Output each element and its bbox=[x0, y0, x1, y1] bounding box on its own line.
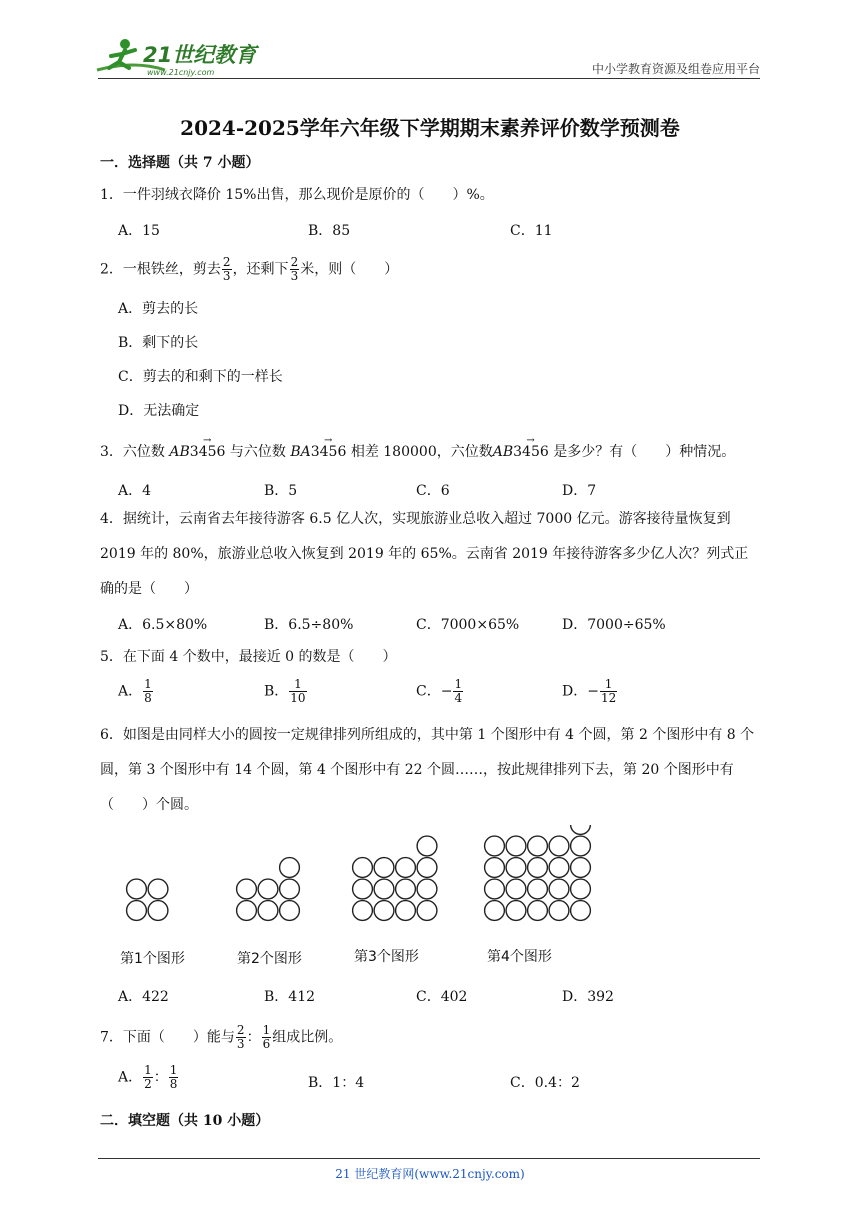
page-title: 2024-2025学年六年级下学期期末素养评价数学预测卷 bbox=[180, 116, 680, 140]
pattern-circle bbox=[353, 901, 373, 921]
q2-option-a[interactable]: A．剪去的长 bbox=[118, 301, 199, 317]
q2-text-mid: ，还剩下 bbox=[232, 261, 289, 278]
footer-divider bbox=[98, 1158, 760, 1159]
pattern-circle bbox=[506, 858, 526, 878]
q2-option-d[interactable]: D．无法确定 bbox=[118, 403, 200, 419]
question-5: 5．在下面 4 个数中，最接近 0 的数是（ ） bbox=[100, 649, 397, 665]
q4-option-d[interactable]: D．7000÷65% bbox=[562, 617, 666, 633]
q5-option-b[interactable]: B． $\frac{1}{10}$ bbox=[264, 677, 306, 705]
q7-fraction-2: $\frac{1}{6}$ bbox=[262, 1023, 271, 1051]
q7-option-a[interactable]: A． $\frac{1}{2}$ ： $\frac{1}{8}$ bbox=[118, 1063, 178, 1091]
q3-text-1: 3．六位数 bbox=[100, 444, 165, 460]
pattern-circle bbox=[374, 879, 394, 899]
q1-option-a[interactable]: A．15 bbox=[118, 223, 160, 239]
question-7 bbox=[100, 1024, 342, 1051]
q7-fraction-1: $\frac{2}{3}$ bbox=[236, 1023, 245, 1051]
pattern-circle bbox=[353, 858, 373, 878]
pattern-circle bbox=[506, 879, 526, 899]
pattern-circle bbox=[571, 858, 591, 878]
question-4: 4．据统计，云南省去年接待游客 6.5 亿人次，实现旅游业总收入超过 7000 亿元。游客接待量恢复到 2019 年的 80%，旅游业总收入恢复到 2019 年的 65%。云南省 2019 年接待游客多少亿人次？列式正确的是（ ） bbox=[100, 511, 749, 597]
pattern-circle bbox=[485, 879, 505, 899]
q7-option-c[interactable]: C．0.4：2 bbox=[510, 1075, 580, 1091]
q7-option-b[interactable]: B．1：4 bbox=[308, 1075, 365, 1091]
q2-option-c[interactable]: C．剪去的和剩下的一样长 bbox=[118, 369, 283, 385]
pattern-circle bbox=[571, 825, 591, 834]
q6-option-b[interactable]: B．412 bbox=[264, 989, 316, 1005]
q3-text-4: 是多少？有（ ）种情况。 bbox=[553, 444, 736, 460]
pattern-circle bbox=[237, 901, 257, 921]
q1-option-b[interactable]: B．85 bbox=[308, 223, 351, 239]
header-divider bbox=[98, 78, 760, 79]
pattern-circle bbox=[485, 858, 505, 878]
logo-text: 21世纪教育 bbox=[143, 43, 257, 67]
q5-option-a[interactable]: A． $\frac{1}{8}$ bbox=[118, 677, 152, 705]
pattern-circle bbox=[374, 901, 394, 921]
pattern-circle bbox=[148, 901, 168, 921]
pattern-circle bbox=[571, 879, 591, 899]
pattern-circle bbox=[148, 879, 168, 899]
q2-text-pre: 2．一根铁丝，剪去 bbox=[100, 261, 221, 278]
q5-option-d[interactable]: D．− $\frac{1}{12}$ bbox=[562, 677, 617, 705]
question-2 bbox=[100, 256, 398, 283]
q3-option-d[interactable]: D．7 bbox=[562, 483, 597, 499]
site-logo bbox=[95, 36, 265, 78]
q2-fraction-2: $\frac{2}{3}$ bbox=[290, 255, 299, 283]
logo-url: www.21cnjy.com bbox=[147, 68, 215, 77]
figure-label-4: 第4个图形 bbox=[487, 949, 552, 965]
pattern-circle bbox=[528, 879, 548, 899]
q4-option-c[interactable]: C．7000×65% bbox=[416, 617, 520, 633]
pattern-circle bbox=[549, 858, 569, 878]
pattern-circle bbox=[506, 836, 526, 856]
pattern-circle bbox=[528, 858, 548, 878]
pattern-circle bbox=[396, 901, 416, 921]
q6-option-d[interactable]: D．392 bbox=[562, 989, 614, 1005]
pattern-circle bbox=[549, 836, 569, 856]
pattern-circle bbox=[353, 879, 373, 899]
q4-option-b[interactable]: B．6.5÷80% bbox=[264, 617, 354, 633]
pattern-circle bbox=[528, 836, 548, 856]
pattern-circle bbox=[528, 901, 548, 921]
q4-option-a[interactable]: A．6.5×80% bbox=[118, 617, 208, 633]
pattern-circle bbox=[549, 901, 569, 921]
pattern-circle bbox=[485, 836, 505, 856]
q6-option-c[interactable]: C．402 bbox=[416, 989, 468, 1005]
pattern-circle bbox=[258, 901, 278, 921]
q3-option-b[interactable]: B．5 bbox=[264, 483, 298, 499]
figure-label-3: 第3个图形 bbox=[354, 949, 419, 965]
q2-fraction-1: $\frac{2}{3}$ bbox=[222, 255, 231, 283]
q3-option-a[interactable]: A．4 bbox=[118, 483, 152, 499]
section-heading-2: 二．填空题（共 10 小题） bbox=[100, 1113, 270, 1129]
q2-text-post: 米，则（ ） bbox=[300, 261, 399, 278]
section-heading-1: 一．选择题（共 7 小题） bbox=[100, 155, 260, 171]
q5-option-c[interactable]: C．− $\frac{1}{4}$ bbox=[416, 677, 463, 705]
pattern-circle bbox=[280, 901, 300, 921]
figure-label-2: 第2个图形 bbox=[237, 951, 302, 967]
question-3 bbox=[100, 442, 735, 462]
question-6: 6．如图是由同样大小的圆按一定规律排列所组成的，其中第 1 个图形中有 4 个圆，第 2 个图形中有 8 个圆，第 3 个图形中有 14 个圆，第 4 个图形中有 22 个圆……，按此规律排列下去，第 20 个图形中有（ ）个圆。 bbox=[100, 727, 755, 813]
figure-label-1: 第1个图形 bbox=[120, 951, 185, 967]
q1-option-c[interactable]: C．11 bbox=[510, 223, 553, 239]
pattern-circle bbox=[396, 879, 416, 899]
pattern-circle bbox=[374, 858, 394, 878]
q3-text-2: 与六位数 bbox=[229, 444, 286, 460]
pattern-circle bbox=[127, 879, 147, 899]
q3-option-c[interactable]: C．6 bbox=[416, 483, 450, 499]
pattern-circle bbox=[280, 879, 300, 899]
question-1: 1．一件羽绒衣降价 15%出售，那么现价是原价的（ ）%。 bbox=[100, 187, 494, 203]
pattern-circle bbox=[280, 858, 300, 878]
q3-number-1: → AB3456 bbox=[169, 442, 225, 462]
pattern-circle bbox=[485, 901, 505, 921]
pattern-circle bbox=[571, 901, 591, 921]
q2-option-b[interactable]: B．剩下的长 bbox=[118, 335, 199, 351]
pattern-circle bbox=[417, 901, 437, 921]
pattern-circle bbox=[258, 879, 278, 899]
pattern-circle bbox=[571, 836, 591, 856]
footer-link[interactable]: 21 世纪教育网(www.21cnjy.com) bbox=[335, 1167, 525, 1181]
q6-option-a[interactable]: A．422 bbox=[118, 989, 169, 1005]
pattern-circle bbox=[396, 858, 416, 878]
pattern-circle bbox=[417, 879, 437, 899]
platform-name: 中小学教育资源及组卷应用平台 bbox=[591, 62, 760, 76]
pattern-circle bbox=[237, 879, 257, 899]
q7-text-pre: 7．下面（ ）能与 bbox=[100, 1029, 235, 1046]
q3-text-3: 相差 180000，六位数 bbox=[350, 444, 493, 460]
pattern-circle bbox=[549, 879, 569, 899]
pattern-circle bbox=[417, 836, 437, 856]
q3-number-2: → BA3456 bbox=[290, 442, 346, 462]
pattern-circle bbox=[127, 901, 147, 921]
q3-number-3: → AB3456 bbox=[493, 442, 549, 462]
q7-text-post: 组成比例。 bbox=[272, 1029, 343, 1046]
q7-colon: ： bbox=[246, 1029, 261, 1046]
pattern-circle bbox=[417, 858, 437, 878]
pattern-circle bbox=[506, 901, 526, 921]
